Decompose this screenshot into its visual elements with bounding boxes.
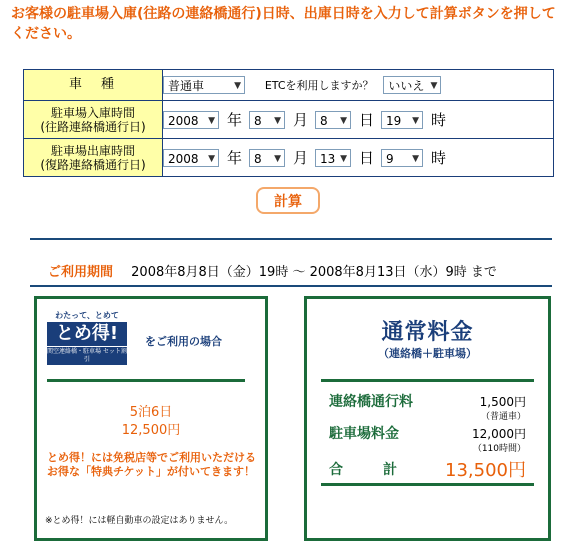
- hour-unit: 時: [431, 111, 447, 129]
- regular-fee-panel: [304, 296, 551, 541]
- entry-hour-select[interactable]: 19 ▼: [381, 111, 423, 129]
- divider: [321, 379, 534, 382]
- divider: [47, 379, 245, 382]
- divider: [321, 483, 534, 486]
- exit-time-label: 駐車場出庫時間 (復路連絡橋通行日): [24, 139, 163, 177]
- total-value: 13,500円: [445, 460, 526, 481]
- divider: [30, 238, 552, 240]
- chevron-down-icon: ▼: [340, 153, 348, 164]
- vehicle-type-select[interactable]: 普通車 ▼: [163, 76, 245, 94]
- usage-period-text: 2008年8月8日（金）19時 ～ 2008年8月13日（水）9時 まで: [131, 265, 497, 280]
- parking-fee-value: 12,000円: [472, 427, 526, 441]
- chevron-down-icon: ▼: [430, 81, 438, 91]
- chevron-down-icon: ▼: [340, 115, 348, 126]
- etc-select[interactable]: いいえ ▼: [383, 76, 441, 94]
- exit-year-select[interactable]: 2008 ▼: [163, 149, 219, 167]
- chevron-down-icon: ▼: [412, 115, 420, 126]
- parking-form: [23, 69, 554, 177]
- regular-fee-subtitle: （連絡橋＋駐車場）: [378, 347, 477, 360]
- day-unit: 日: [359, 149, 375, 167]
- bridge-fee-note: （普通車）: [480, 412, 526, 422]
- exit-hour-select[interactable]: 9 ▼: [381, 149, 423, 167]
- tomedoku-panel: [34, 296, 268, 541]
- promo-text: とめ得！には免税店等でご利用いただけるお得な「特典チケット」が付いてきます！: [47, 451, 256, 478]
- chevron-down-icon: ▼: [208, 115, 215, 126]
- parking-fee-label: 駐車場料金: [329, 426, 399, 442]
- hour-unit: 時: [431, 149, 447, 167]
- regular-fee-title: 通常料金: [381, 320, 474, 345]
- chevron-down-icon: ▼: [274, 153, 282, 164]
- note-text: ※とめ得！には軽自動車の設定はありません。: [45, 516, 234, 526]
- day-unit: 日: [359, 111, 375, 129]
- vehicle-label: 車 種: [24, 70, 163, 101]
- chevron-down-icon: ▼: [412, 153, 420, 164]
- bridge-fee-value: 1,500円: [479, 395, 526, 409]
- total-label: 合計: [329, 462, 437, 478]
- year-unit: 年: [227, 111, 243, 129]
- entry-month-select[interactable]: 8 ▼: [249, 111, 285, 129]
- plan-price: 12,500円: [121, 423, 181, 438]
- usage-period-label: ご利用期間: [48, 265, 114, 280]
- entry-year-select[interactable]: 2008 ▼: [163, 111, 219, 129]
- year-unit: 年: [227, 149, 243, 167]
- parking-fee-note: （110時間）: [472, 444, 526, 454]
- exit-month-select[interactable]: 8 ▼: [249, 149, 285, 167]
- usage-period: [48, 261, 497, 280]
- intro-text: お客様の駐車場入庫(往路の連絡橋通行)日時、出庫日時を入力して計算ボタンを押してください。: [11, 6, 556, 42]
- etc-question: ETCを利用しますか？: [264, 79, 374, 92]
- chevron-down-icon: ▼: [208, 153, 215, 164]
- exit-day-select[interactable]: 13 ▼: [315, 149, 351, 167]
- chevron-down-icon: ▼: [274, 115, 282, 126]
- chevron-down-icon: ▼: [234, 81, 241, 91]
- calculate-button[interactable]: 計算: [256, 187, 320, 214]
- month-unit: 月: [293, 111, 309, 129]
- bridge-fee-label: 連絡橋通行料: [329, 394, 413, 410]
- entry-day-select[interactable]: 8 ▼: [315, 111, 351, 129]
- divider: [30, 285, 552, 287]
- tomedoku-logo: わたって、とめて とめ得! 関空連絡橋・駐車場 セット割引: [47, 311, 127, 363]
- plan-nights: 5泊6日: [129, 405, 173, 420]
- month-unit: 月: [293, 149, 309, 167]
- entry-time-label: 駐車場入庫時間 (往路連絡橋通行日): [24, 101, 163, 139]
- use-case-text: をご利用の場合: [145, 335, 222, 348]
